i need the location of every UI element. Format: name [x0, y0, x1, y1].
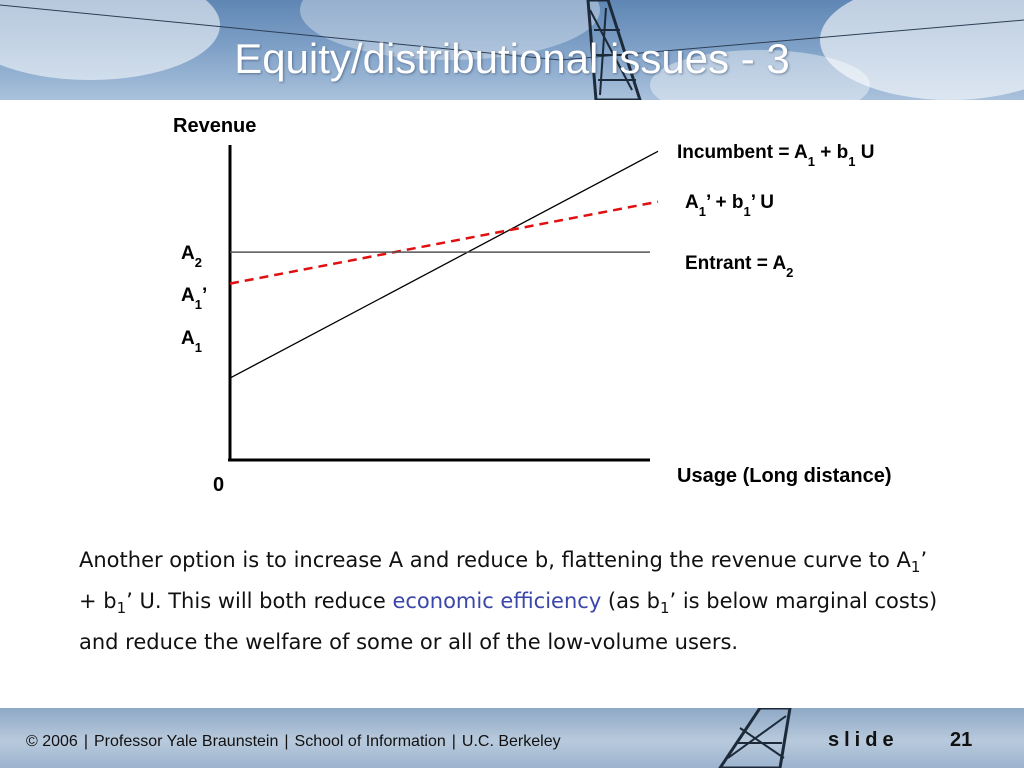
footer-separator: | — [83, 733, 88, 750]
slide-label: slide — [828, 729, 899, 751]
y-tick-label: $A_2$ — [181, 243, 202, 270]
origin-label: 0 — [213, 474, 225, 496]
series-label-3: Entrant = $A_2$ — [685, 253, 794, 280]
series-line-2 — [230, 202, 658, 284]
school-text: School of Information — [294, 733, 446, 750]
paragraph-text: ’ + b — [79, 548, 928, 614]
copyright-text: © 2006 — [26, 733, 78, 750]
footer-separator: | — [451, 733, 456, 750]
paragraph-text: 1 — [910, 558, 921, 577]
series-label-1: Incumbent = $A_1 + b_1$ U — [677, 142, 875, 169]
paragraph-text: ’ U. This will both reduce — [126, 589, 393, 614]
slide-number: 21 — [950, 729, 973, 751]
series-line-1 — [230, 151, 658, 378]
footer-separator: | — [284, 733, 289, 750]
highlight-text: economic efficiency — [392, 589, 602, 614]
y-axis-title: Revenue — [173, 115, 257, 137]
series-layer — [230, 142, 874, 378]
paragraph-text: (as b — [601, 589, 660, 614]
footer-credits — [26, 733, 561, 751]
y-tick-labels — [181, 243, 207, 355]
paragraph-text: 1 — [116, 599, 127, 618]
y-tick-label: $A_1$ — [181, 328, 202, 355]
x-axis-title: Usage (Long distance) — [677, 465, 892, 487]
footer-bar — [0, 708, 1024, 768]
paragraph-text: ’ is below marginal costs) and reduce the welfare of some or all of the low-volume users. — [79, 589, 938, 655]
author-text: Professor Yale Braunstein — [93, 733, 279, 750]
y-tick-label: $A_1$’ — [181, 285, 208, 312]
paragraph-text: Another option is to increase A and reduce b, flattening the revenue curve to A — [79, 548, 911, 572]
university-text: U.C. Berkeley — [461, 733, 561, 750]
series-label-2: $A_1$’ + $b_1$’ U — [685, 192, 774, 219]
slide-title: Equity/distributional issues - 3 — [234, 35, 790, 82]
paragraph-text: 1 — [659, 599, 670, 618]
explanation-paragraph — [79, 543, 949, 659]
